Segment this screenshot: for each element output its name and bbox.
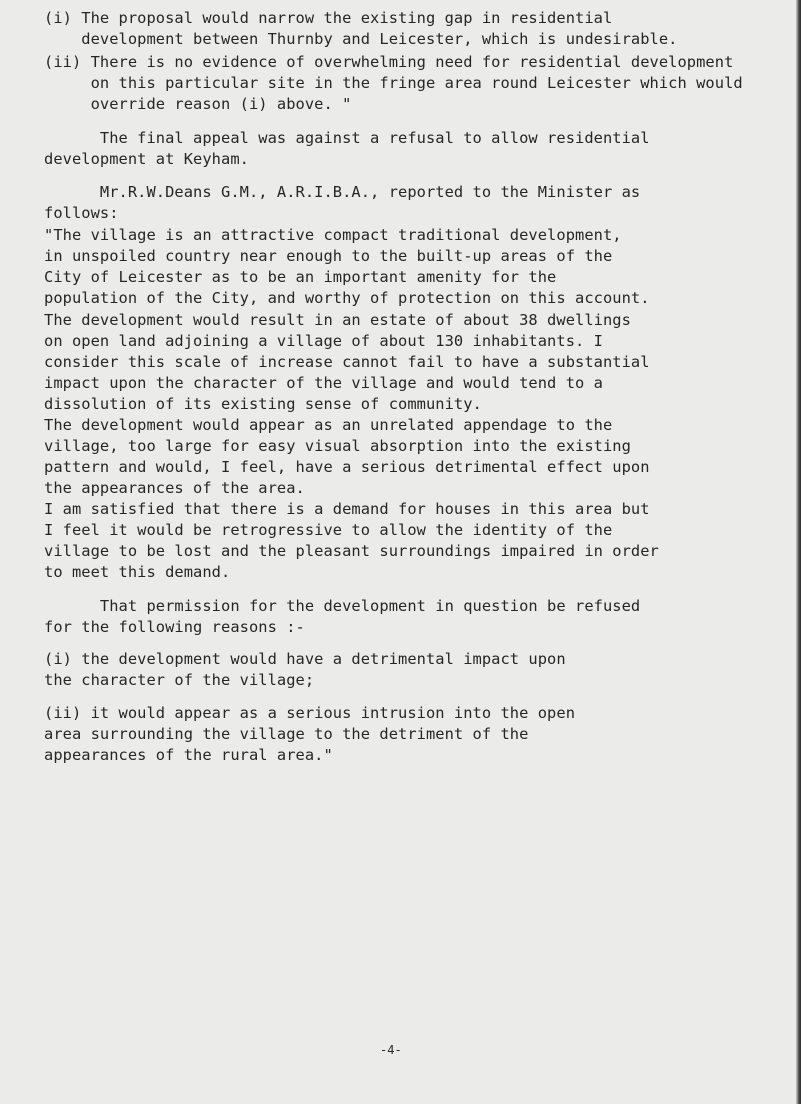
text-line: population of the City, and worthy of protection on this account. bbox=[44, 289, 650, 307]
text-line: Mr.R.W.Deans G.M., A.R.I.B.A., reported to the Minister as bbox=[44, 183, 641, 201]
text-line: on this particular site in the fringe area round Leicester which would bbox=[44, 74, 743, 92]
text-line: dissolution of its existing sense of community. bbox=[44, 395, 482, 413]
text-line: development at Keyham. bbox=[44, 150, 249, 168]
text-line: override reason (i) above. " bbox=[44, 95, 352, 113]
page-edge-shadow bbox=[796, 0, 801, 1104]
text-line: I feel it would be retrogressive to allow the identity of the bbox=[44, 521, 613, 539]
text-line: on open land adjoining a village of about 130 inhabitants. I bbox=[44, 332, 603, 350]
text-line: village to be lost and the pleasant surroundings impaired in order bbox=[44, 542, 659, 560]
text-line: The final appeal was against a refusal to allow residential bbox=[44, 129, 650, 147]
text-line: to meet this demand. bbox=[44, 563, 231, 581]
text-line: for the following reasons :- bbox=[44, 618, 305, 636]
text-line: impact upon the character of the village and would tend to a bbox=[44, 374, 603, 392]
text-line: follows: bbox=[44, 204, 119, 222]
text-line: I am satisfied that there is a demand for houses in this area but bbox=[44, 500, 650, 518]
text-line: consider this scale of increase cannot fail to have a substantial bbox=[44, 353, 650, 371]
text-line: the character of the village; bbox=[44, 671, 315, 689]
text-line: (i) The proposal would narrow the existing gap in residential bbox=[44, 9, 613, 27]
text-line: "The village is an attractive compact traditional development, bbox=[44, 226, 622, 244]
text-line: development between Thurnby and Leicester, which is undesirable. bbox=[44, 30, 678, 48]
text-line: The development would result in an estate of about 38 dwellings bbox=[44, 311, 631, 329]
text-line: appearances of the rural area." bbox=[44, 746, 333, 764]
text-line: (i) the development would have a detrimental impact upon bbox=[44, 650, 566, 668]
page-number: -4- bbox=[380, 1043, 402, 1057]
text-line: The development would appear as an unrelated appendage to the bbox=[44, 416, 613, 434]
text-line: in unspoiled country near enough to the built-up areas of the bbox=[44, 247, 613, 265]
text-line: area surrounding the village to the detriment of the bbox=[44, 725, 529, 743]
text-line: (ii) There is no evidence of overwhelming need for residential development bbox=[44, 53, 734, 71]
text-line: the appearances of the area. bbox=[44, 479, 305, 497]
text-line: village, too large for easy visual absorption into the existing bbox=[44, 437, 631, 455]
text-line: That permission for the development in question be refused bbox=[44, 597, 641, 615]
text-line: (ii) it would appear as a serious intrusion into the open bbox=[44, 704, 576, 722]
text-line: pattern and would, I feel, have a serious detrimental effect upon bbox=[44, 458, 650, 476]
text-line: City of Leicester as to be an important amenity for the bbox=[44, 268, 557, 286]
